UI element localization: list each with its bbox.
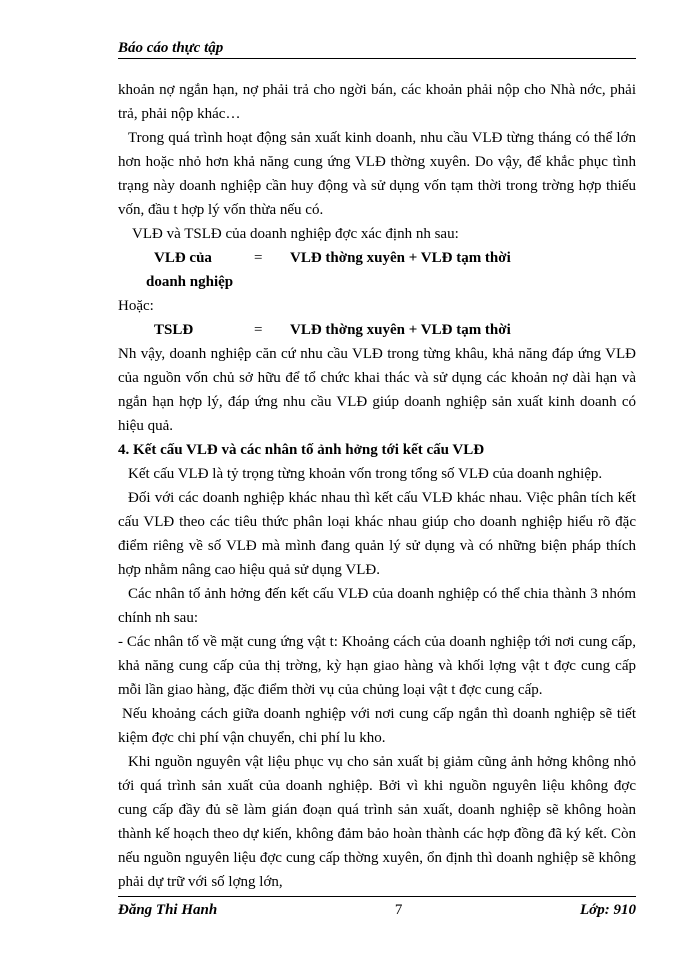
paragraph: Khi nguồn nguyên vật liệu phục vụ cho sản xuất bị giảm cũng ảnh hởng không nhỏ tới quá trình sản xuất của doanh nghiệp. Bởi vì khi nguồn nguyên liệu không đợc cung cấp đầy đủ sẽ làm gián đoạn quá trình sản xuất, doanh nghiệp sẽ không hoàn thành kế hoạch theo dự kiến, không đảm bảo hoàn thành các hợp đồng đã ký kết. Còn nếu nguồn nguyên liệu đợc cung cấp thờng xuyên, ổn định thì doanh nghiệp sẽ không phải dự trữ với số lợng lớn, bbox=[118, 754, 636, 890]
formula-right: VLĐ thờng xuyên + VLĐ tạm thời bbox=[290, 322, 511, 338]
formula-left: VLĐ của bbox=[154, 250, 212, 266]
paragraph: - Các nhân tố về mặt cung ứng vật t: Khoảng cách của doanh nghiệp tới nơi cung cấp, khả năng cung cấp của thị trờng, kỳ hạn giao hàng và khối lợng vật t đợc cung cấp mỗi lần giao hàng, đặc điểm thời vụ của chủng loại vật t đợc cung cấp. bbox=[118, 634, 636, 698]
formula-vld bbox=[118, 246, 636, 270]
page-body bbox=[118, 78, 636, 894]
page-footer bbox=[118, 896, 636, 919]
formula-equals: = bbox=[254, 250, 263, 266]
paragraph: khoản nợ ngắn hạn, nợ phải trả cho ngời bán, các khoản phải nộp cho Nhà nớc, phải trả, phải nộp khác… bbox=[118, 82, 636, 122]
formula-left-continued: doanh nghiệp bbox=[146, 274, 234, 290]
paragraph: Các nhân tố ảnh hởng đến kết cấu VLĐ của doanh nghiệp có thể chia thành 3 nhóm chính nh sau: bbox=[118, 586, 636, 626]
paragraph: Trong quá trình hoạt động sản xuất kinh doanh, nhu cầu VLĐ từng tháng có thể lớn hơn hoặc nhỏ hơn khả năng cung ứng VLĐ thờng xuyên. Do vậy, để khắc phục tình trạng này doanh nghiệp cần huy động và sử dụng vốn tạm thời trong trờng hợp thiếu vốn, đầu t hợp lý vốn thừa nếu có. bbox=[118, 130, 636, 218]
formula-right: VLĐ thờng xuyên + VLĐ tạm thời bbox=[290, 250, 511, 266]
footer-class: Lớp: 910 bbox=[580, 902, 636, 918]
formula-tsld bbox=[118, 318, 636, 342]
section-heading: 4. Kết cấu VLĐ và các nhân tố ảnh hởng tới kết cấu VLĐ bbox=[118, 442, 485, 458]
footer-author: Đăng Thi Hanh bbox=[118, 902, 218, 918]
paragraph: Đối với các doanh nghiệp khác nhau thì kết cấu VLĐ khác nhau. Việc phân tích kết cấu VLĐ theo các tiêu thức phân loại khác nhau giúp cho doanh nghiệp hiểu rõ đặc điểm riêng về số VLĐ mà mình đang quản lý sử dụng và có những biện pháp thích hợp nhằm nâng cao hiệu quả sử dụng VLĐ. bbox=[118, 490, 636, 578]
paragraph: Kết cấu VLĐ là tỷ trọng từng khoản vốn trong tổng số VLĐ của doanh nghiệp. bbox=[128, 466, 603, 482]
paragraph: VLĐ và TSLĐ của doanh nghiệp đợc xác định nh sau: bbox=[132, 226, 459, 242]
page-number: 7 bbox=[394, 902, 403, 918]
paragraph: Nh vậy, doanh nghiệp căn cứ nhu cầu VLĐ trong từng khâu, khả năng đáp ứng VLĐ của nguồn vốn chủ sở hữu để tổ chức khai thác và sử dụng các khoản nợ dài hạn và ngắn hạn hợp lý, đáp ứng nhu cầu VLĐ giúp doanh nghiệp sản xuất kinh doanh có hiệu quả. bbox=[118, 346, 636, 434]
formula-equals: = bbox=[254, 322, 263, 338]
paragraph: Nếu khoảng cách giữa doanh nghiệp với nơi cung cấp ngắn thì doanh nghiệp sẽ tiết kiệm đợc chi phí vận chuyển, chi phí lu kho. bbox=[118, 706, 636, 746]
page-header: Báo cáo thực tập bbox=[118, 40, 636, 59]
or-label: Hoặc: bbox=[118, 298, 154, 314]
formula-left: TSLĐ bbox=[154, 322, 194, 338]
